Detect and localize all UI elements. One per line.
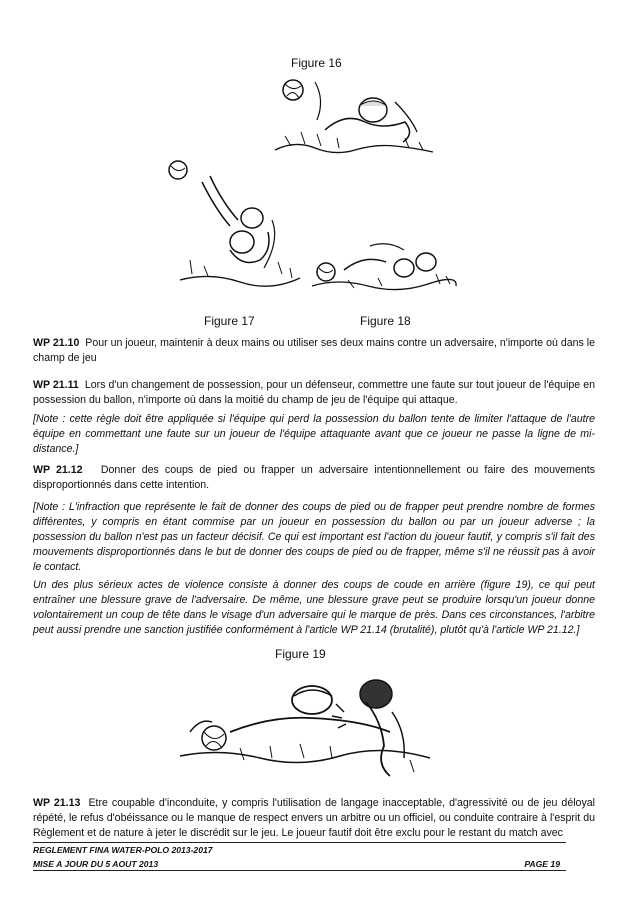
rule-text: Donner des coups de pied ou frapper un adversaire intentionnellement ou faire des mouvements disproportionnés dans cette intention. (33, 464, 596, 491)
figure-18-caption: Figure 18 (360, 314, 411, 328)
rule-code: WP 21.13 (33, 797, 81, 809)
page-number: PAGE 19 (524, 859, 560, 869)
rule-text: Etre coupable d'inconduite, y compris l'utilisation de langage inacceptable, d'agressivité ou de jeu déloyal répété, le refus d'obéissance ou le manque de respect envers un arbitre ou un officiel, ou conduite contraire à l'esprit du Règlement et de nature à jeter le discrédit sur le jeu. Le joueur fautif doit être exclu pour le restant du match avec (33, 797, 595, 839)
figure-19-illustration (170, 672, 440, 790)
footer-rule (33, 842, 566, 843)
note-3: Un des plus sérieux actes de violence consiste à donner des coups de coude en arrière (figure 19), ce qui peut entraîner une blessure grave de l'adversaire. De même, une blessure grave peut se produire lorsqu'un joueur donne volontairement un coup de tête dans le visage d'un adversaire qui le marque de près. Dans ces circonstances, l'arbitre peut aussi prendre une sanction justifiée conformément à l'article WP 21.14 (brutalité), plutôt qu'à l'article WP 21.12.] (33, 579, 595, 636)
rule-code: WP 21.10 (33, 337, 80, 349)
rule-wp-21-13 (33, 796, 595, 841)
rule-wp-21-11 (33, 378, 595, 408)
figure-16-caption: Figure 16 (291, 56, 342, 70)
figure-17-caption: Figure 17 (204, 314, 255, 328)
figure-17-illustration (160, 150, 310, 300)
note-1: [Note : cette règle doit être appliquée si l'équipe qui perd la possession du ballon tente de limiter l'attaque de l'autre équipe en commettant une faute sur un joueur de l'équipe attaquante avant que ce joueur ne passe la ligne de mi-distance.] (33, 413, 595, 455)
rule-text: Pour un joueur, maintenir à deux mains ou utiliser ses deux mains contre un adversaire, n'importe où dans le champ de jeu (33, 337, 596, 364)
rule-text: Lors d'un changement de possession, pour un défenseur, commettre une faute sur tout joueur de l'équipe en possession du ballon, n'importe où dans la moitié du champ de jeu de l'équipe qui attaque. (33, 379, 595, 406)
footer-update (33, 859, 566, 871)
rule-wp-21-12 (33, 463, 595, 493)
rule-wp-21-10 (33, 336, 595, 366)
footer-date: MISE A JOUR DU 5 AOUT 2013 (33, 859, 159, 869)
note-2: [Note : L'infraction que représente le fait de donner des coups de pied ou de frapper peut prendre nombre de formes différentes, y compris en étant commise par un joueur en possession du ballon ou par un joueur adverse ; la possession du ballon n'est pas un facteur décisif. Ce qui est important est l'action du joueur fautif, y compris s'il fait des mouvements disproportionnés dans le but de donner des coups de pied ou de frapper, même s'il ne réussit pas à avoir le contact. (33, 501, 595, 573)
rule-code: WP 21.12 (33, 464, 83, 476)
rule-code: WP 21.11 (33, 379, 79, 391)
figure-18-illustration (308, 240, 458, 302)
figure-19-caption: Figure 19 (275, 647, 326, 661)
footer-title: REGLEMENT FINA WATER-POLO 2013-2017 (33, 845, 213, 855)
